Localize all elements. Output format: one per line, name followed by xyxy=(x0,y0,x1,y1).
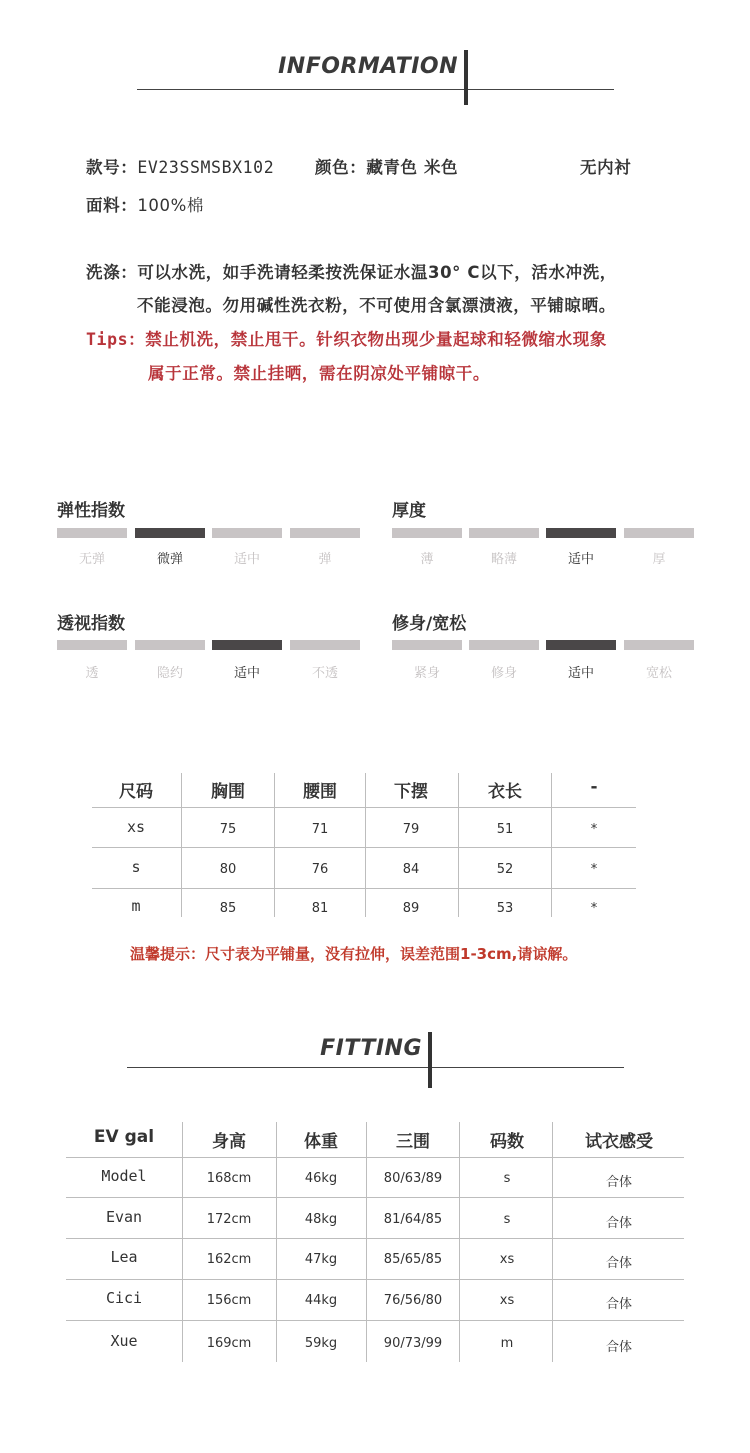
lining-text: 无内衬 xyxy=(580,158,632,177)
table-header-cell: 腰围 xyxy=(303,782,337,802)
table-row-label: m xyxy=(131,897,141,915)
scale-option-label: 不透 xyxy=(311,666,338,681)
table-cell: 合体 xyxy=(605,1256,632,1271)
tips-line-2: 属于正常。禁止挂晒，需在阴凉处平铺晾干。 xyxy=(148,364,490,383)
table-rule xyxy=(66,1320,684,1321)
scale-option-label: 宽松 xyxy=(645,666,672,681)
style-number-value: EV23SSMSBX102 xyxy=(137,158,275,177)
information-title: INFORMATION xyxy=(278,54,458,79)
scale-segment xyxy=(57,640,127,650)
table-cell: 合体 xyxy=(605,1340,632,1355)
scale-title: 弹性指数 xyxy=(57,501,125,521)
table-cell: 79 xyxy=(402,822,420,837)
table-cell: xs xyxy=(499,1293,515,1308)
table-header-cell: 尺码 xyxy=(119,782,153,802)
style-number-row xyxy=(86,154,274,178)
table-header-cell: 下摆 xyxy=(394,782,428,802)
table-cell: m xyxy=(500,1336,514,1351)
table-cell: 46kg xyxy=(304,1171,338,1186)
table-divider xyxy=(552,1122,553,1362)
table-divider xyxy=(459,1122,460,1362)
table-cell: 85 xyxy=(219,901,237,916)
table-divider xyxy=(366,1122,367,1362)
table-cell: xs xyxy=(499,1252,515,1267)
table-cell: 59kg xyxy=(304,1336,338,1351)
table-cell: 162cm xyxy=(206,1252,252,1267)
table-cell: 76 xyxy=(311,862,329,877)
size-note: 温馨提示：尺寸表为平铺量，没有拉伸，误差范围1-3cm,请谅解。 xyxy=(130,945,578,963)
color-label: 颜色： xyxy=(315,158,367,177)
table-header-cell: 衣长 xyxy=(488,782,522,802)
table-rule xyxy=(66,1157,684,1158)
table-row-label: xs xyxy=(126,818,146,836)
scale-segment-active xyxy=(212,640,282,650)
table-cell: 90/73/99 xyxy=(383,1336,443,1351)
table-cell: 44kg xyxy=(304,1293,338,1308)
information-accent-bar xyxy=(464,50,468,105)
scale-segment xyxy=(212,528,282,538)
table-cell: 53 xyxy=(496,901,514,916)
table-cell: 80 xyxy=(219,862,237,877)
table-cell: * xyxy=(590,862,598,877)
table-cell: 168cm xyxy=(206,1171,252,1186)
table-cell: s xyxy=(503,1171,511,1186)
table-cell: 48kg xyxy=(304,1212,338,1227)
scale-option-label: 弹 xyxy=(318,552,332,567)
color-row xyxy=(315,154,458,178)
color-value: 藏青色 米色 xyxy=(366,158,459,177)
scale-option-label: 透 xyxy=(85,666,99,681)
table-divider xyxy=(276,1122,277,1362)
table-cell: 76/56/80 xyxy=(383,1293,443,1308)
scale-option-label: 无弹 xyxy=(78,552,105,567)
scale-segment-active xyxy=(546,640,616,650)
table-header-cell: 试衣感受 xyxy=(585,1132,653,1152)
scale-segment xyxy=(290,640,360,650)
table-header-cell: 胸围 xyxy=(211,782,245,802)
wash-line-1: 可以水洗，如手洗请轻柔按洗保证水温30° C以下，活水冲洗， xyxy=(137,263,617,282)
table-row-label: Evan xyxy=(105,1208,143,1226)
table-cell: 81/64/85 xyxy=(383,1212,443,1227)
table-cell: 合体 xyxy=(605,1175,632,1190)
fabric-value: 100%棉 xyxy=(137,196,204,215)
scale-title: 厚度 xyxy=(392,501,426,521)
table-rule xyxy=(92,847,636,848)
scale-segment xyxy=(392,640,462,650)
information-rule xyxy=(137,89,614,90)
scale-segment xyxy=(57,528,127,538)
table-header-cell: 码数 xyxy=(490,1132,524,1152)
fabric-row xyxy=(86,192,204,216)
table-header-cell: - xyxy=(590,777,598,797)
scale-option-label: 适中 xyxy=(567,552,594,567)
table-rule xyxy=(92,888,636,889)
table-divider xyxy=(182,1122,183,1362)
fabric-label: 面料： xyxy=(86,196,138,215)
table-cell: 85/65/85 xyxy=(383,1252,443,1267)
table-cell: s xyxy=(503,1212,511,1227)
wash-line-2: 不能浸泡。勿用碱性洗衣粉，不可使用含氯漂渍液，平铺晾晒。 xyxy=(137,296,616,315)
table-rule xyxy=(66,1238,684,1239)
scale-segment xyxy=(290,528,360,538)
scale-segment xyxy=(624,528,694,538)
table-cell: 169cm xyxy=(206,1336,252,1351)
table-cell: 52 xyxy=(496,862,514,877)
table-row-label: Lea xyxy=(110,1248,138,1266)
table-row-label: Cici xyxy=(105,1289,143,1307)
scale-option-label: 修身 xyxy=(490,666,517,681)
scale-title: 修身/宽松 xyxy=(392,614,467,634)
fitting-accent-bar xyxy=(428,1032,432,1088)
scale-segment xyxy=(624,640,694,650)
tips-line-1: 禁止机洗，禁止甩干。针织衣物出现少量起球和轻微缩水现象 xyxy=(145,330,607,349)
wash-label: 洗涤： xyxy=(86,263,138,282)
table-cell: 47kg xyxy=(304,1252,338,1267)
table-cell: 80/63/89 xyxy=(383,1171,443,1186)
fitting-rule xyxy=(127,1067,624,1068)
table-cell: 合体 xyxy=(605,1297,632,1312)
tips-row xyxy=(86,326,607,350)
table-cell: 75 xyxy=(219,822,237,837)
scale-segment xyxy=(469,528,539,538)
scale-option-label: 紧身 xyxy=(413,666,440,681)
scale-option-label: 微弹 xyxy=(156,552,183,567)
table-row-label: s xyxy=(131,858,141,876)
fitting-title: FITTING xyxy=(320,1036,422,1061)
table-cell: * xyxy=(590,901,598,916)
table-rule xyxy=(92,807,636,808)
scale-segment-active xyxy=(546,528,616,538)
table-cell: 84 xyxy=(402,862,420,877)
table-row-label: Model xyxy=(101,1167,147,1185)
table-cell: * xyxy=(590,822,598,837)
table-row-label: Xue xyxy=(110,1332,138,1350)
scale-segment-active xyxy=(135,528,205,538)
table-header-cell: 身高 xyxy=(212,1132,246,1152)
scale-option-label: 适中 xyxy=(233,552,260,567)
table-header-cell: 三围 xyxy=(396,1132,430,1152)
style-number-label: 款号： xyxy=(86,158,138,177)
scale-title: 透视指数 xyxy=(57,614,125,634)
table-rule xyxy=(66,1197,684,1198)
scale-option-label: 略薄 xyxy=(490,552,517,567)
scale-option-label: 隐约 xyxy=(156,666,183,681)
table-cell: 156cm xyxy=(206,1293,252,1308)
table-cell: 71 xyxy=(311,822,329,837)
scale-segment xyxy=(135,640,205,650)
scale-segment xyxy=(392,528,462,538)
table-rule xyxy=(66,1279,684,1280)
table-cell: 81 xyxy=(311,901,329,916)
table-cell: 172cm xyxy=(206,1212,252,1227)
scale-option-label: 适中 xyxy=(567,666,594,681)
table-cell: 合体 xyxy=(605,1216,632,1231)
wash-row xyxy=(86,259,617,283)
scale-segment xyxy=(469,640,539,650)
scale-option-label: 适中 xyxy=(233,666,260,681)
tips-label: Tips： xyxy=(86,330,146,349)
table-header-cell: EV gal xyxy=(93,1127,155,1147)
table-cell: 89 xyxy=(402,901,420,916)
table-header-cell: 体重 xyxy=(304,1132,338,1152)
scale-option-label: 薄 xyxy=(420,552,434,567)
table-cell: 51 xyxy=(496,822,514,837)
scale-option-label: 厚 xyxy=(652,552,666,567)
